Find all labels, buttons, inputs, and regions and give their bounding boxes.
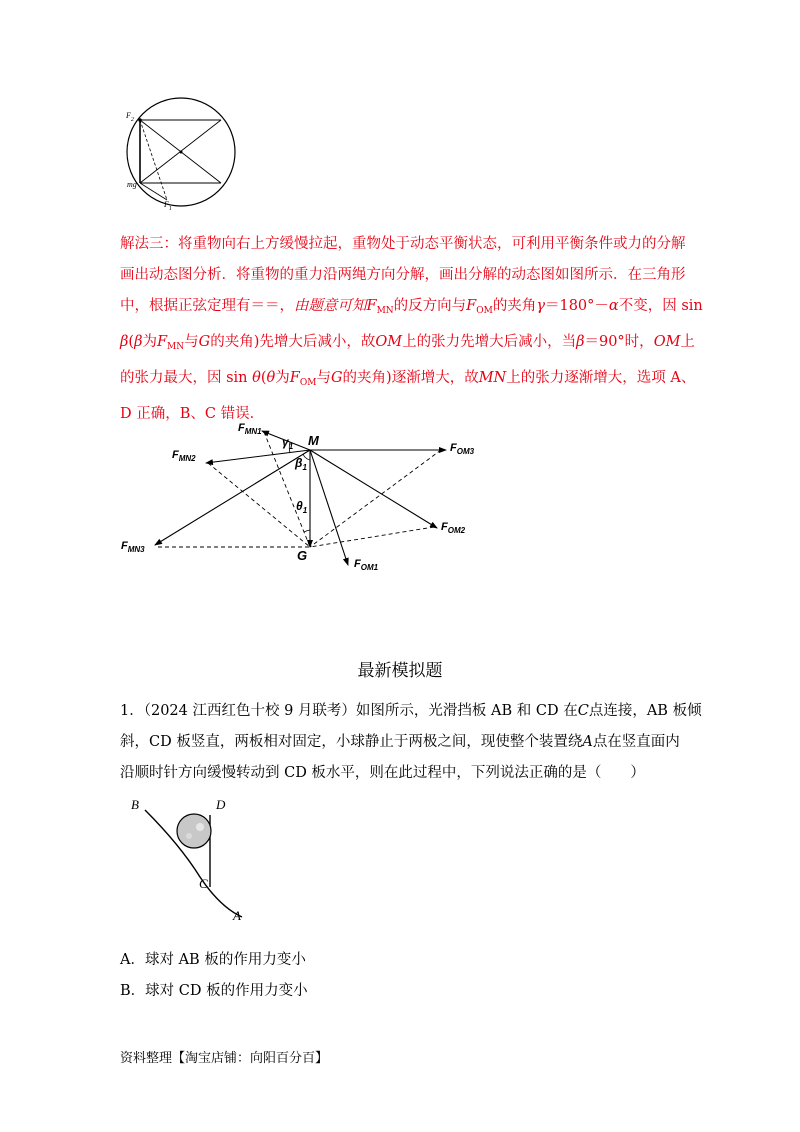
- label-fom3: $F_{OM3}$: [450, 442, 475, 456]
- label-f1: $F_1$: [164, 200, 172, 212]
- label-a: A: [233, 908, 241, 923]
- label-beta: $\beta_1$: [295, 456, 307, 472]
- label-fmn3: $F_{MN3}$: [121, 540, 145, 554]
- question1-paragraph: [120, 696, 702, 789]
- arrow-fom2: [310, 450, 437, 528]
- label-fom2: $F_{OM2}$: [441, 521, 466, 535]
- label-gamma: $\gamma_1$: [282, 435, 294, 451]
- solution3-line5: 的张力最大，因 sin θ(θ为$F_{OM}$与G的夹角)逐渐增大，故MN上的张力逐渐增大，选项 A、: [120, 370, 696, 388]
- label-m: M: [308, 433, 319, 448]
- option-a: A．球对 AB 板的作用力变小: [120, 952, 306, 968]
- label-b: B: [131, 797, 139, 812]
- question1-line3: 沿顺时针方向缓慢转动到 CD 板水平，则在此过程中，下列说法正确的是（ ）: [120, 765, 645, 781]
- force-diagram: [0, 415, 800, 585]
- footer-note: 资料整理【淘宝店铺：向阳百分百】: [120, 1051, 329, 1066]
- arrow-fmn3: [155, 450, 310, 545]
- dashed-fmn2-g: [208, 463, 310, 547]
- ball: [177, 814, 211, 848]
- solution3-line6: D 正确，B、C 错误．: [120, 406, 265, 422]
- arrow-fom1: [310, 450, 348, 565]
- question1-line2: 斜，CD 板竖直，两板相对固定，小球静止于两极之间，现使整个装置绕A点在竖直面内: [120, 734, 680, 750]
- label-theta: $\theta_1$: [296, 499, 308, 515]
- label-mg: mg: [127, 180, 137, 189]
- solution3-paragraph: [120, 229, 703, 430]
- plate-figure-svg: [120, 795, 255, 925]
- label-fmn2: $F_{MN2}$: [172, 449, 196, 463]
- solution3-line3: 中，根据正弦定理有＝＝，由题意可知$F_{MN}$的反方向与$F_{OM}$的夹角γ＝180°－α不变，因 sin: [120, 298, 703, 316]
- option-b: B．球对 CD 板的作用力变小: [120, 983, 308, 999]
- plate-figure: [120, 795, 255, 925]
- label-g: G: [297, 548, 308, 563]
- circle-force-figure: [118, 95, 243, 215]
- label-fmn1: $F_{MN1}$: [238, 422, 262, 436]
- label-c: C: [199, 876, 208, 891]
- theta-arc: [304, 530, 310, 532]
- section-title: 最新模拟题: [357, 661, 443, 681]
- solution3-line2: 画出动态图分析．将重物的重力沿两绳方向分解，画出分解的动态图如图所示．在三角形: [120, 267, 686, 283]
- circle-force-svg: [118, 95, 243, 215]
- solution3-line4: β(β为$F_{MN}$与G的夹角)先增大后减小，故OM上的张力先增大后减小，当β＝90°时，OM上: [120, 334, 695, 352]
- dashed-fom2-g: [310, 527, 434, 547]
- dashed-f1: [140, 120, 167, 200]
- label-d: D: [216, 797, 226, 812]
- force-diagram-svg: [0, 415, 800, 585]
- question1-line1: 1．（2024 江西红色十校 9 月联考）如图所示，光滑挡板 AB 和 CD 在C点连接，AB 板倾: [120, 703, 702, 719]
- label-fom1: $F_{OM1}$: [354, 558, 379, 572]
- solution3-line1: 解法三：将重物向右上方缓慢拉起，重物处于动态平衡状态，可利用平衡条件或力的分解: [120, 236, 686, 252]
- dashed-fom3-g: [310, 450, 441, 547]
- label-f2: $F_2$: [126, 111, 134, 123]
